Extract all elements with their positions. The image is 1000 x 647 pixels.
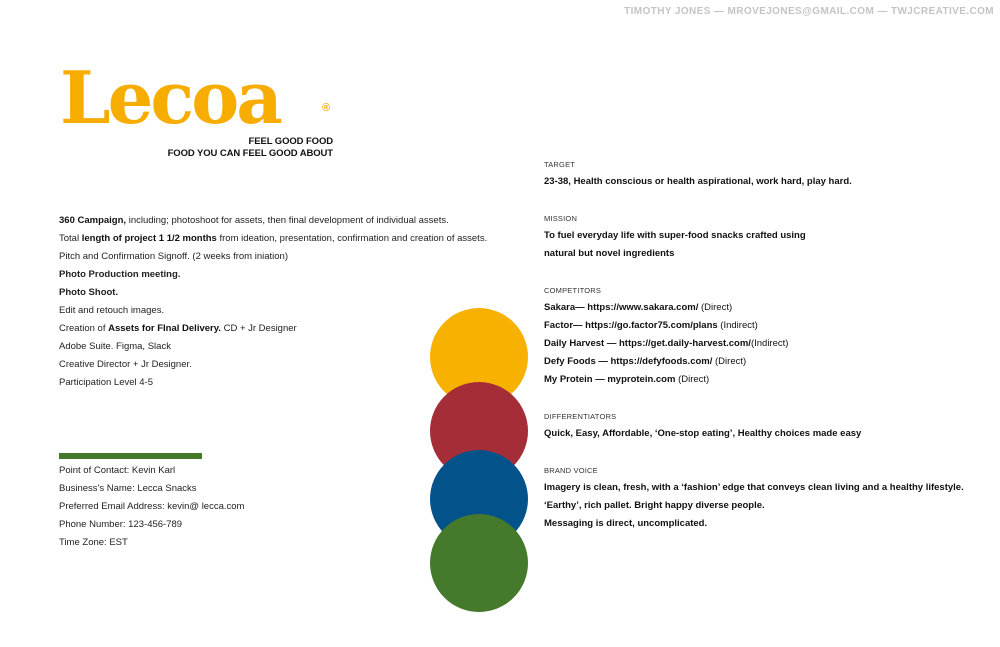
- project-details: [59, 212, 487, 392]
- business-name: Business's Name: Lecca Snacks: [59, 483, 197, 494]
- tools-line: Adobe Suite. Figma, Slack: [59, 341, 171, 352]
- competitor-item: [544, 335, 788, 353]
- creation-line: [59, 320, 487, 338]
- differentiators-label: DIFFERENTIATORS: [544, 412, 617, 421]
- time-zone: Time Zone: EST: [59, 537, 128, 548]
- competitor-name: Defy Foods — https://defyfoods.com/: [544, 356, 713, 367]
- length-bold: length of project 1 1/2 months: [81, 233, 217, 244]
- green-divider: [59, 453, 202, 459]
- length-pre: Total: [59, 233, 82, 244]
- brand-voice-line-3: Messaging is direct, uncomplicated.: [544, 518, 708, 529]
- palette-swatch-green: [430, 514, 528, 612]
- roles-line: Creative Director + Jr Designer.: [59, 359, 192, 370]
- point-of-contact: Point of Contact: Kevin Karl: [59, 465, 176, 476]
- mission-line-2: natural but novel ingredients: [544, 248, 675, 259]
- competitor-item: [544, 317, 758, 335]
- competitor-type: (Direct): [675, 374, 710, 385]
- creation-pre: Creation of: [59, 323, 109, 334]
- competitor-item: [544, 371, 709, 389]
- creation-post: CD + Jr Designer: [220, 323, 297, 334]
- campaign-rest: including; photoshoot for assets, then final development of individual assets.: [126, 215, 449, 226]
- brand-voice-line-2: ‘Earthy’, rich pallet. Bright happy diverse people.: [544, 500, 765, 511]
- competitor-type: (Indirect): [750, 338, 789, 349]
- edit-line: Edit and retouch images.: [59, 305, 165, 316]
- mission-label: MISSION: [544, 214, 578, 223]
- campaign-line: [59, 212, 487, 230]
- tagline-secondary: FOOD YOU CAN FEEL GOOD ABOUT: [167, 148, 333, 159]
- competitor-name: Factor— https://go.factor75.com/plans: [544, 320, 718, 331]
- participation-line: Participation Level 4-5: [59, 377, 153, 388]
- photo-meeting-line: Photo Production meeting.: [59, 269, 181, 280]
- tagline-primary: FEEL GOOD FOOD: [248, 136, 333, 147]
- brand-logo: [60, 55, 340, 140]
- competitor-item: [544, 299, 732, 317]
- mission-line-1: To fuel everyday life with super-food snacks crafted using: [544, 230, 806, 241]
- competitor-type: (Direct): [712, 356, 747, 367]
- length-line: [59, 230, 487, 248]
- campaign-bold: 360 Campaign,: [59, 215, 127, 226]
- creation-bold: Assets for FInal Delivery.: [108, 323, 221, 334]
- designer-contact-line: TIMOTHY JONES — MROVEJONES@GMAIL.COM — TWJCREATIVE.COM: [624, 6, 994, 17]
- competitor-type: (Indirect): [717, 320, 758, 331]
- length-post: from ideation, presentation, confirmation and creation of assets.: [216, 233, 488, 244]
- competitor-type: (Direct): [698, 302, 733, 313]
- competitors-label: COMPETITORS: [544, 286, 602, 295]
- logo-wordmark: Lecoa: [60, 55, 280, 140]
- brand-voice-line-1: Imagery is clean, fresh, with a ‘fashion’ edge that conveys clean living and a healthy lifestyle.: [544, 482, 964, 493]
- target-text: 23-38, Health conscious or health aspirational, work hard, play hard.: [544, 176, 852, 187]
- competitor-name: My Protein — myprotein.com: [544, 374, 676, 385]
- preferred-email: Preferred Email Address: kevin@ lecca.com: [59, 501, 245, 512]
- contact-details: [59, 462, 244, 552]
- registered-mark: ®: [322, 102, 331, 114]
- phone-number: Phone Number: 123-456-789: [59, 519, 183, 530]
- competitor-item: [544, 353, 746, 371]
- competitor-name: Daily Harvest — https://get.daily-harvest.com/: [544, 338, 751, 349]
- differentiators-text: Quick, Easy, Affordable, ‘One-stop eating’, Healthy choices made easy: [544, 428, 862, 439]
- competitor-name: Sakara— https://www.sakara.com/: [544, 302, 699, 313]
- target-label: TARGET: [544, 160, 576, 169]
- photo-shoot-line: Photo Shoot.: [59, 287, 119, 298]
- brand-voice-label: BRAND VOICE: [544, 466, 598, 475]
- pitch-line: Pitch and Confirmation Signoff. (2 weeks from iniation): [59, 251, 288, 262]
